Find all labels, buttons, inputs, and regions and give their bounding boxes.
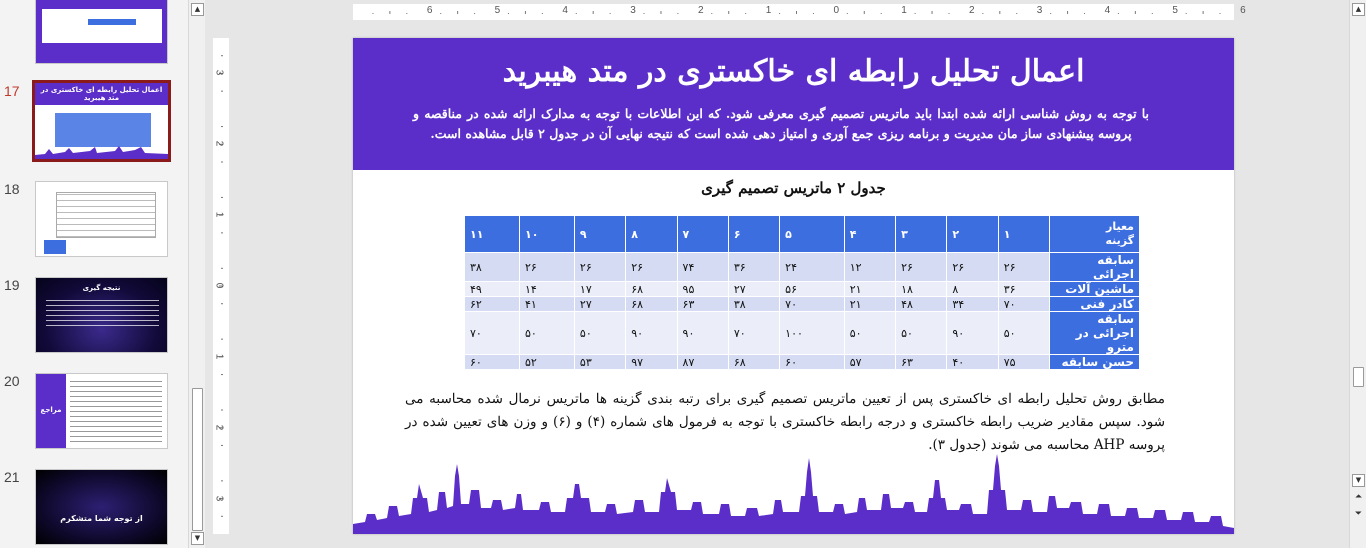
- table-cell: ۹۰: [626, 312, 677, 355]
- slide-thumbnail-17[interactable]: [32, 80, 171, 162]
- table-cell: ۴۸: [896, 297, 947, 312]
- row-header-cell: ماشین آلات: [1050, 282, 1140, 297]
- column-header: ۱۰: [519, 216, 574, 253]
- ruler-label: 6: [426, 5, 433, 16]
- table-cell: ۵۶: [780, 282, 845, 297]
- ruler-label: 3: [630, 5, 636, 16]
- table-cell: ۶۸: [728, 355, 779, 370]
- table-cell: ۱۷: [574, 282, 625, 297]
- table-cell: ۴۰: [947, 355, 998, 370]
- ruler-label: 5: [494, 5, 501, 16]
- slide-body-text[interactable]: مطابق روش تحلیل رابطه ای خاکستری پس از تعیین ماتریس تصمیم گیری برای رتبه بندی گزینه ها ماتریس نرمال شده محاسبه می شود. سپس مقادیر ضریب رابطه خاکستری و درجه رابطه خاکستری با توجه به فرمول های شماره (۴) و (۶) و وزن های تعیین شده در پروسه AHP محاسبه می شوند (جدول ۳).: [405, 391, 1166, 453]
- ruler-label: 4: [1104, 5, 1111, 16]
- table-cell: ۶۸: [626, 297, 677, 312]
- previous-slide-icon[interactable]: ⏶: [1354, 492, 1363, 502]
- table-cell: ۷۰: [998, 297, 1049, 312]
- column-header: ۲: [947, 216, 998, 253]
- ruler-label: 2: [213, 141, 225, 147]
- slide-thumbnail-16[interactable]: [35, 0, 168, 64]
- table-cell: ۲۶: [626, 253, 677, 282]
- table-cell: ۲۶: [896, 253, 947, 282]
- thumbnail-table: [56, 192, 156, 238]
- table-cell: ۲۶: [998, 253, 1049, 282]
- table-cell: ۶۳: [677, 297, 728, 312]
- table-cell: ۵۰: [998, 312, 1049, 355]
- corner-top-label: معیار: [1106, 220, 1134, 233]
- table-cell: ۳۸: [728, 297, 779, 312]
- ruler-label: 2: [697, 5, 704, 16]
- table-cell: ۱۲: [844, 253, 895, 282]
- ruler-label: 1: [901, 5, 907, 16]
- table-cell: ۹۷: [626, 355, 677, 370]
- slide-number-17: 17: [4, 83, 20, 99]
- thumbnail-title: اعمال تحلیل رابطه ای خاکستری در متد هیبرید: [40, 86, 163, 102]
- ruler-label: 2: [213, 424, 225, 430]
- slide-number-18: 18: [4, 181, 20, 197]
- row-header-cell: سابقه اجرائی: [1050, 253, 1140, 282]
- table-row: [465, 297, 1140, 312]
- table-cell: ۹۰: [947, 312, 998, 355]
- table-cell: ۴۱: [519, 297, 574, 312]
- table-caption[interactable]: جدول ۲ ماتریس تصمیم گیری: [701, 179, 886, 197]
- table-cell: ۵۰: [844, 312, 895, 355]
- thumbnail-title: از توجه شما متشکرم: [60, 514, 143, 523]
- ruler-label: 3: [1036, 5, 1043, 16]
- thumbnail-table: [55, 113, 151, 147]
- table-cell: ۱۴: [519, 282, 574, 297]
- table-cell: ۵۰: [574, 312, 625, 355]
- thumbnail-row-17[interactable]: [0, 83, 188, 165]
- table-cell: ۷۰: [728, 312, 779, 355]
- table-cell: ۲۶: [574, 253, 625, 282]
- scroll-up-icon[interactable]: ▲: [1352, 3, 1365, 16]
- column-header: ۱۱: [465, 216, 520, 253]
- table-cell: ۳۶: [728, 253, 779, 282]
- table-cell: ۶۸: [626, 282, 677, 297]
- table-cell: ۳۸: [465, 253, 520, 282]
- table-row: [465, 312, 1140, 355]
- thumbnail-table-block: [42, 9, 162, 43]
- main-scroll-thumb[interactable]: [1353, 367, 1364, 387]
- thumbnail-bar: [88, 19, 136, 25]
- column-header: ۶: [728, 216, 779, 253]
- scroll-up-icon[interactable]: ▲: [191, 3, 204, 16]
- ruler-label: 5: [1172, 5, 1178, 16]
- table-cell: ۲۶: [947, 253, 998, 282]
- slide-thumbnail-18[interactable]: [35, 181, 168, 257]
- slide-thumbnail-20[interactable]: [35, 373, 168, 449]
- table-cell: ۵۰: [896, 312, 947, 355]
- table-corner-cell: [1050, 216, 1140, 253]
- ruler-label: 1: [765, 5, 772, 16]
- column-header: ۴: [844, 216, 895, 253]
- table-cell: ۷۵: [998, 355, 1049, 370]
- thumbnail-row-20[interactable]: [0, 373, 188, 455]
- table-row: [465, 355, 1140, 370]
- row-header-cell: سابقه اجرائی در مترو: [1050, 312, 1140, 355]
- thumbnail-scrollbar[interactable]: [188, 0, 205, 548]
- thumbnail-title: مراجع: [40, 406, 62, 414]
- table-cell: ۲۴: [780, 253, 845, 282]
- table-cell: ۷۴: [677, 253, 728, 282]
- slide-canvas[interactable]: [353, 38, 1234, 534]
- table-cell: ۳۶: [998, 282, 1049, 297]
- thumbnail-row-19[interactable]: [0, 277, 188, 359]
- ruler-label: 6: [1240, 5, 1246, 16]
- horizontal-ruler[interactable]: [353, 4, 1246, 20]
- table-cell: ۹۵: [677, 282, 728, 297]
- ruler-label: 1: [213, 353, 225, 360]
- table-cell: ۲۱: [844, 297, 895, 312]
- slide-title[interactable]: اعمال تحلیل رابطه ای خاکستری در متد هیبرید: [502, 54, 1085, 89]
- table-cell: ۸: [947, 282, 998, 297]
- table-cell: ۵۲: [519, 355, 574, 370]
- row-header-cell: حسن سابقه: [1050, 355, 1140, 370]
- table-cell: ۶۲: [465, 297, 520, 312]
- column-header: ۷: [677, 216, 728, 253]
- table-cell: ۳۴: [947, 297, 998, 312]
- slide-thumbnail-19[interactable]: [35, 277, 168, 353]
- table-cell: ۴۹: [465, 282, 520, 297]
- thumbnail-skyline-icon: [35, 145, 168, 159]
- thumbnail-image: [44, 240, 66, 254]
- column-header: ۸: [626, 216, 677, 253]
- slide-number-21: 21: [4, 469, 20, 485]
- ruler-ticks: [353, 4, 1234, 20]
- table-cell: ۹۰: [677, 312, 728, 355]
- thumbnail-row-21[interactable]: [0, 469, 188, 548]
- row-header-cell: کادر فنی: [1050, 297, 1140, 312]
- slide-number-19: 19: [4, 277, 20, 293]
- next-slide-icon[interactable]: ⏷: [1354, 509, 1363, 519]
- table-cell: ۸۷: [677, 355, 728, 370]
- scroll-down-icon[interactable]: ▼: [1352, 474, 1365, 487]
- scroll-down-icon[interactable]: ▼: [191, 532, 204, 545]
- table-header-row: [465, 216, 1140, 253]
- thumbnail-row-18[interactable]: [0, 181, 188, 263]
- ruler-label: 3: [213, 70, 225, 76]
- slide-number-20: 20: [4, 373, 20, 389]
- column-header: ۵: [780, 216, 845, 253]
- decision-matrix-table[interactable]: [464, 215, 1140, 370]
- table-cell: ۷۰: [780, 297, 845, 312]
- table-cell: ۱۰۰: [780, 312, 845, 355]
- thumbnail-text-lines: [46, 296, 159, 326]
- slide-thumbnail-pane[interactable]: [0, 0, 188, 548]
- slide-intro-text[interactable]: با توجه به روش شناسی ارائه شده ابتدا باید ماتریس تصمیم گیری معرفی شود. که این اطلاعات با توجه به مدارک ارائه شده در مناقصه و پروسه پیشنهادی ساز مان مدیریت و برنامه ریزی جمع آوری و امتیاز دهی شده است که نتیجه نهایی آن در جدول ۲ قابل مشاهده است.: [413, 106, 1149, 141]
- ruler-label: 2: [969, 5, 975, 16]
- table-cell: ۱۸: [896, 282, 947, 297]
- table-cell: ۶۰: [780, 355, 845, 370]
- table-row: [465, 253, 1140, 282]
- table-cell: ۵۳: [574, 355, 625, 370]
- table-cell: ۲۶: [519, 253, 574, 282]
- table-row: [465, 282, 1140, 297]
- table-cell: ۲۷: [574, 297, 625, 312]
- table-cell: ۵۷: [844, 355, 895, 370]
- thumbnail-scroll-thumb[interactable]: [192, 388, 203, 531]
- slide-thumbnail-21[interactable]: [35, 469, 168, 545]
- table-cell: ۲۷: [728, 282, 779, 297]
- table-cell: ۷۰: [465, 312, 520, 355]
- ruler-label: 4: [562, 5, 568, 16]
- table-cell: ۲۱: [844, 282, 895, 297]
- thumbnail-text-lines: [70, 380, 162, 442]
- table-cell: ۵۰: [519, 312, 574, 355]
- thumbnail-row-16[interactable]: [0, 0, 188, 70]
- corner-bottom-label: گزینه: [1105, 234, 1134, 247]
- ruler-label: 3: [213, 495, 225, 501]
- ruler-label: 1: [213, 211, 225, 218]
- column-header: ۱: [998, 216, 1049, 253]
- table-cell: ۶۳: [896, 355, 947, 370]
- ruler-label: 0: [213, 282, 225, 289]
- table-cell: ۶۰: [465, 355, 520, 370]
- vertical-ruler[interactable]: [213, 38, 229, 534]
- column-header: ۳: [896, 216, 947, 253]
- city-skyline-icon: [353, 454, 1234, 534]
- column-header: ۹: [574, 216, 625, 253]
- ruler-label: 0: [833, 5, 840, 16]
- main-scrollbar[interactable]: [1349, 0, 1366, 548]
- thumbnail-title: نتیجه گیری: [82, 284, 121, 292]
